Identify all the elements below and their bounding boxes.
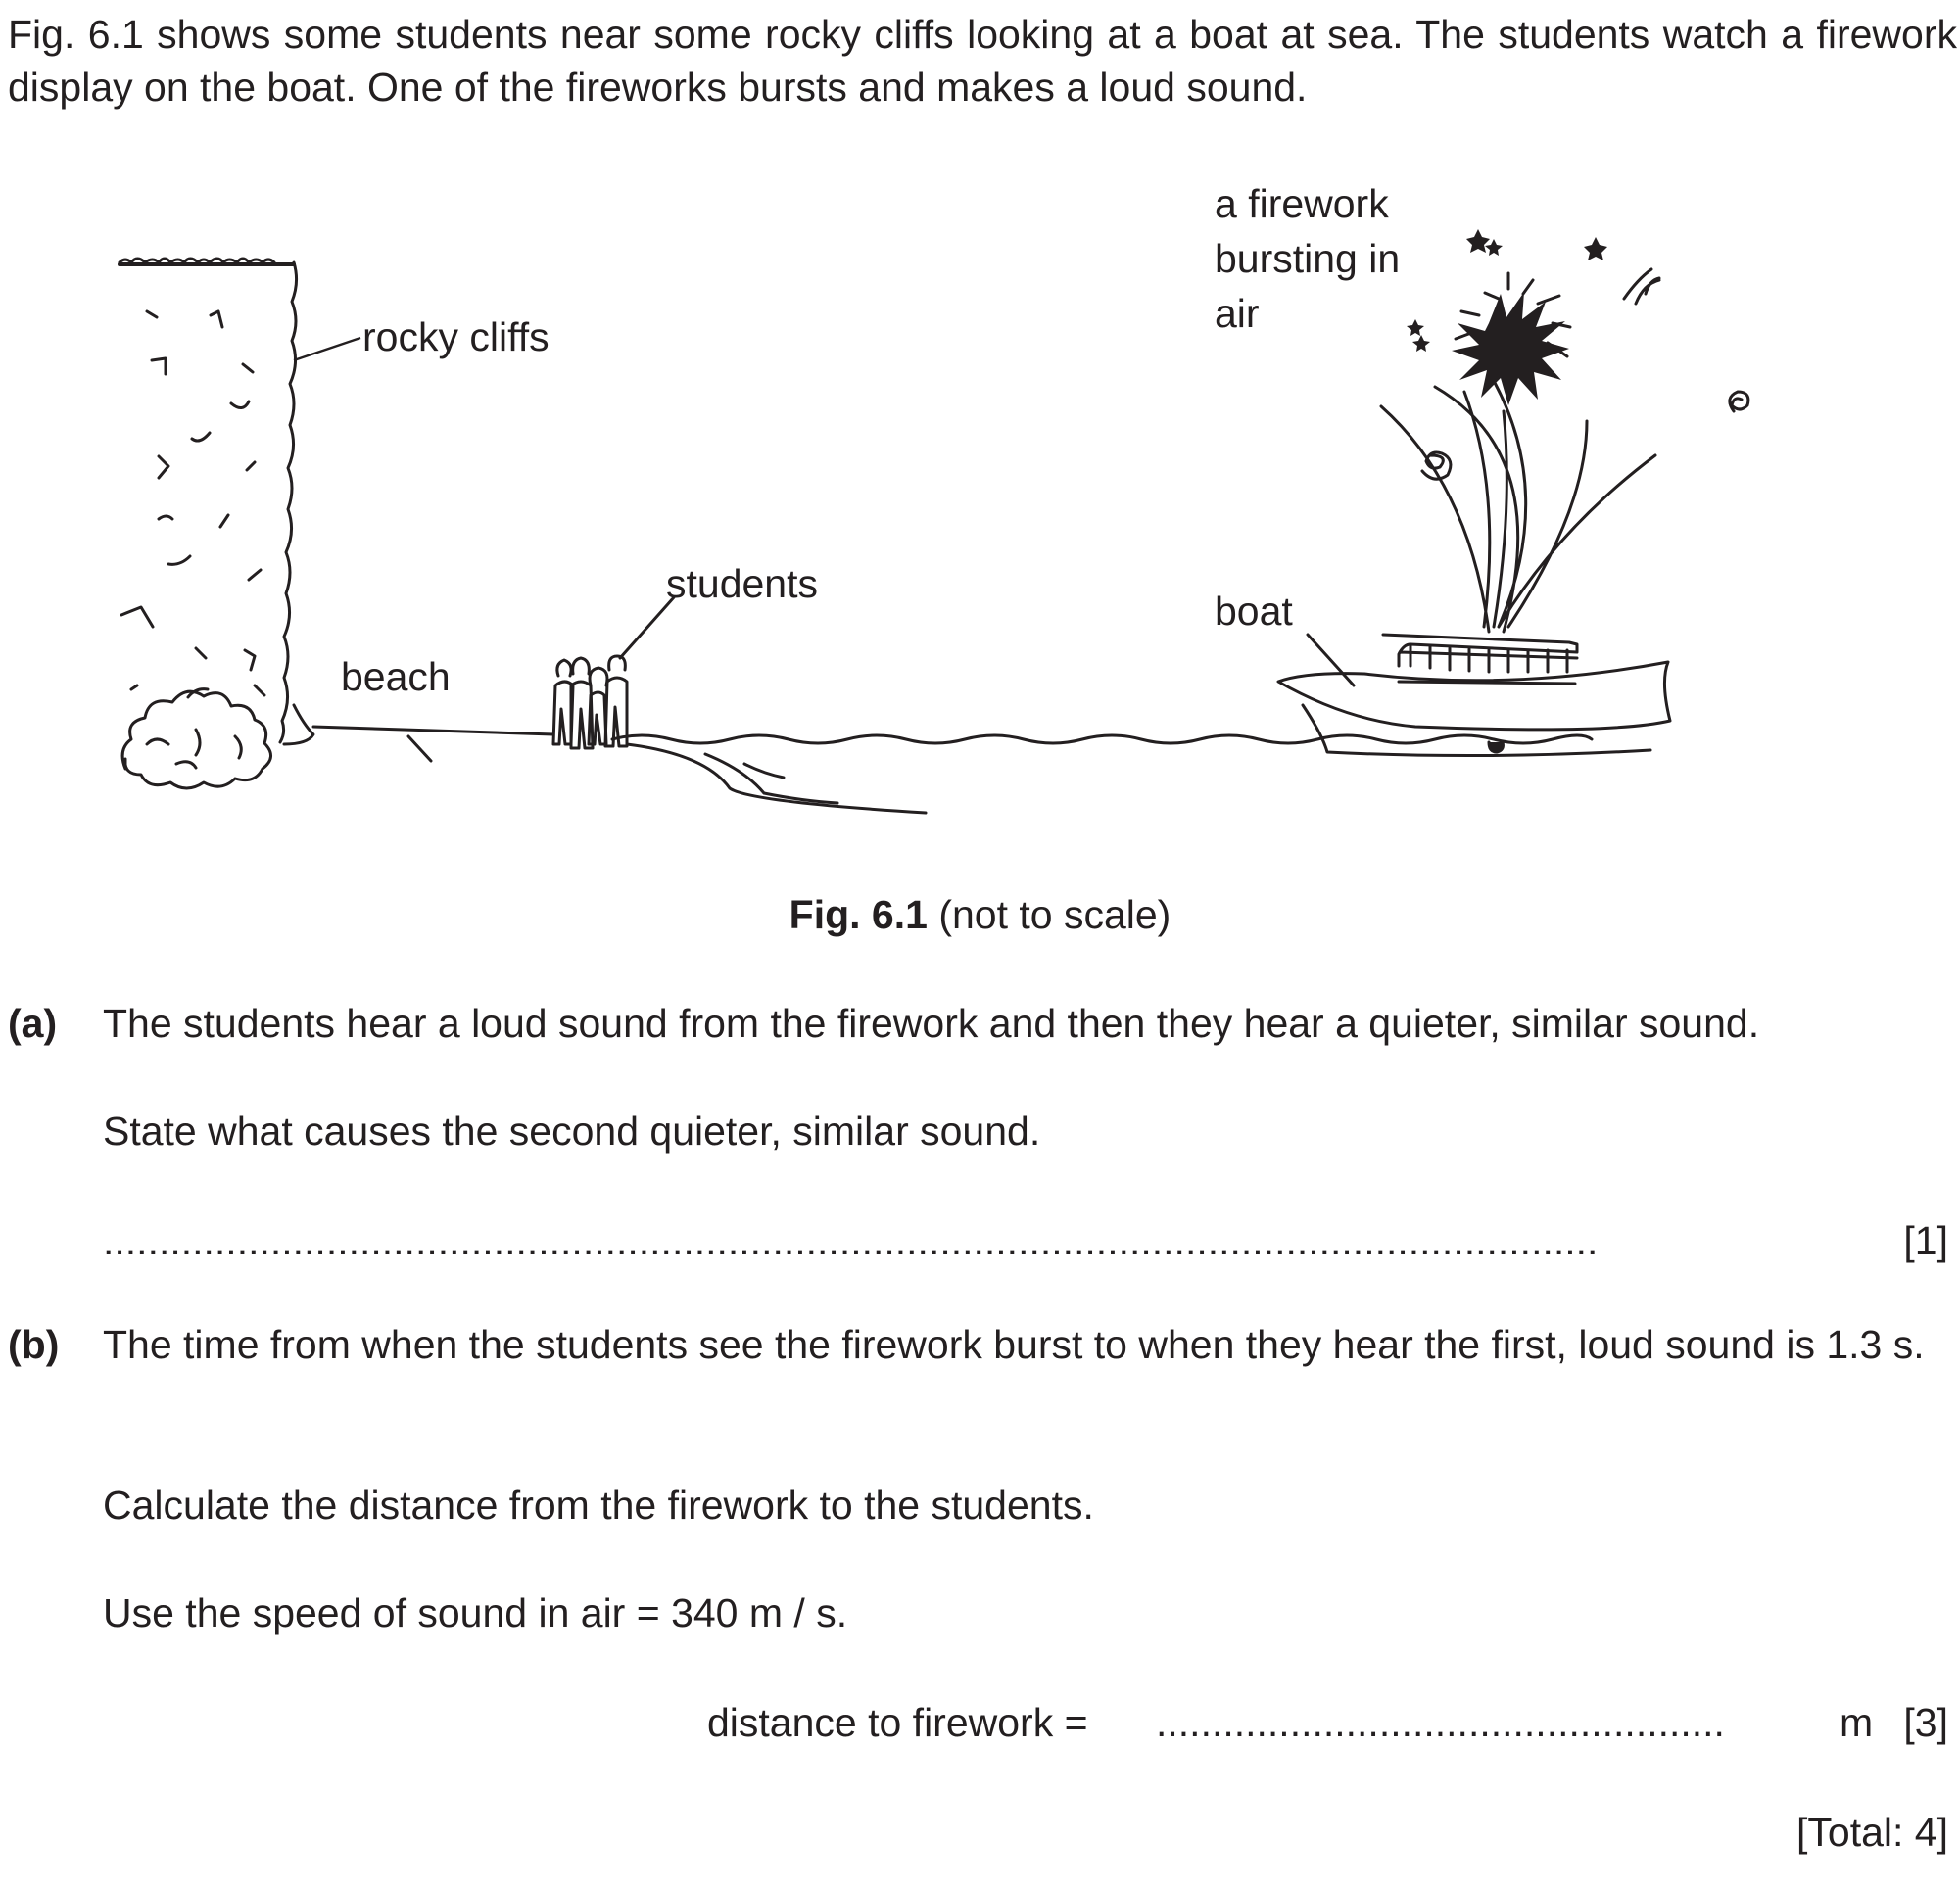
part-b-text-3: Use the speed of sound in air = 340 m / s. [103,1590,848,1635]
label-pointers [294,338,360,360]
rocky-cliff-drawing [120,259,313,788]
part-a-answer-line[interactable]: ...................................................................................................................................... [103,1218,1599,1263]
intro-text: Fig. 6.1 shows some students near some rocky cliffs looking at a boat at sea. The students watch a firework display on the boat. One of the fireworks bursts and makes a loud sound. [8,12,1957,110]
figure-caption [0,888,1960,941]
part-b-answer-prefix: distance to firework = [707,1700,1088,1745]
caption-bold: Fig. 6.1 [789,892,928,937]
label-students: students [666,561,818,606]
label-firework-line-3: air [1215,291,1260,336]
part-b-text-1: The time from when the students see the firework burst to when they hear the first, loud sound is 1.3 s. [103,1322,1925,1367]
part-a-marks: [1] [1903,1218,1948,1263]
firework-burst-fill [1407,229,1607,405]
students-drawing [553,597,674,748]
part-a-text-2: State what causes the second quieter, similar sound. [103,1109,1041,1154]
part-b-unit: m [1840,1700,1874,1745]
label-beach: beach [341,654,451,699]
part-b-text-2: Calculate the distance from the firework to the students. [103,1483,1094,1528]
part-a-text-1: The students hear a loud sound from the firework and then they hear a quieter, similar sound. [103,1001,1760,1046]
label-rocky-cliffs: rocky cliffs [362,314,550,359]
caption-rest: (not to scale) [938,892,1171,937]
label-boat: boat [1215,589,1293,634]
total-marks: [Total: 4] [1796,1810,1948,1855]
beach-and-sea-drawing [313,702,1592,813]
part-b-marks: [3] [1903,1700,1948,1745]
label-firework-line-2: bursting in [1215,236,1401,281]
part-b-label: (b) [8,1322,60,1367]
firework-drawing [1381,269,1748,632]
part-b-answer-line[interactable]: ................................................... [1156,1700,1725,1745]
part-a-label: (a) [8,1001,58,1046]
boat-drawing [1278,635,1670,756]
label-firework-line-1: a firework [1215,181,1389,226]
